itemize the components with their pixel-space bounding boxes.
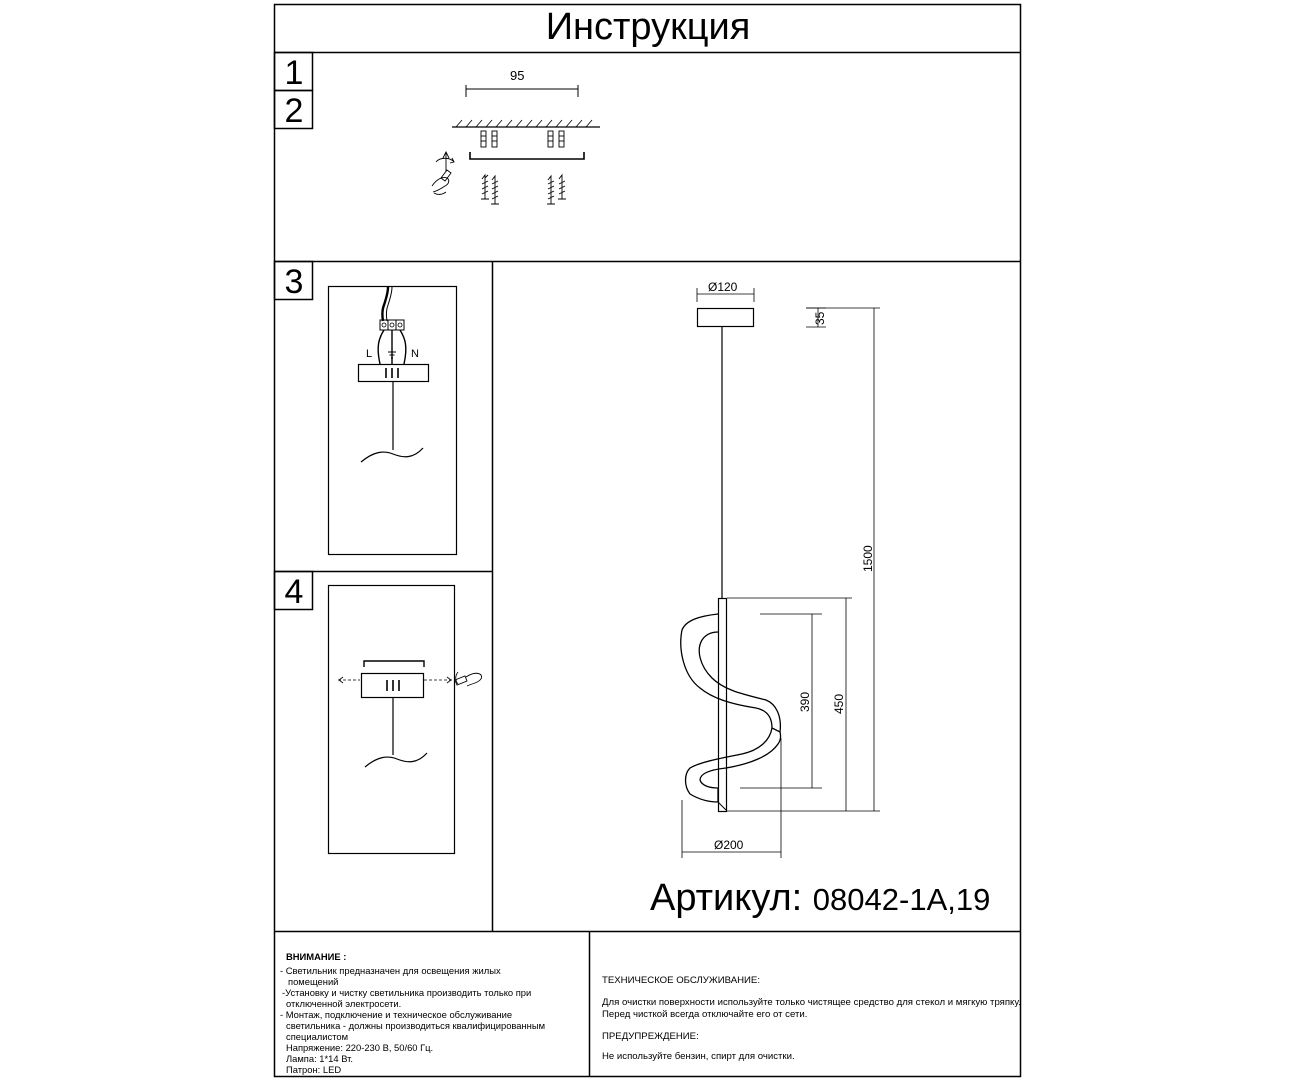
dim-spiral-outer: 450 xyxy=(832,693,846,714)
dim-spiral-inner: 390 xyxy=(798,691,812,712)
warnings-heading: ВНИМАНИЕ : xyxy=(286,951,347,962)
warnings-line: -Установку и чистку светильника производить только при xyxy=(282,987,532,998)
article-number xyxy=(650,876,990,922)
warnings-line: помещений xyxy=(288,976,339,987)
article-label: Артикул: xyxy=(650,877,803,919)
maintenance-line-1: Для очистки поверхности используйте только чистящее средство для стекол и мягкую тряпку. xyxy=(602,997,1021,1008)
mounting-diagram xyxy=(432,85,600,204)
dim-spiral-diameter: Ø200 xyxy=(714,838,744,852)
warnings-line: специалистом xyxy=(286,1031,349,1042)
canopy-fixing-diagram xyxy=(329,586,482,854)
wire-label-n: N xyxy=(411,348,419,360)
wire-label-l: L xyxy=(366,348,373,360)
warnings-block xyxy=(280,951,545,1075)
socket-spec: Патрон: LED xyxy=(286,1064,342,1075)
product-drawing xyxy=(681,288,880,858)
warnings-line: - Светильник предназначен для освещения жилых xyxy=(280,965,501,976)
lamp-spec: Лампа: 1*14 Вт. xyxy=(286,1053,354,1064)
dim-canopy-height: 35 xyxy=(813,311,827,325)
warnings-line: светильника - должны производиться квалифицированным xyxy=(286,1020,546,1031)
warning-heading: ПРЕДУПРЕЖДЕНИЕ: xyxy=(602,1031,699,1042)
maintenance-line-2: Перед чисткой всегда отключайте его от сети. xyxy=(602,1009,808,1020)
warning-line: Не используйте бензин, спирт для очистки. xyxy=(602,1051,795,1062)
dim-width-95: 95 xyxy=(510,68,525,83)
step-number-4: 4 xyxy=(284,573,304,611)
maintenance-heading: ТЕХНИЧЕСКОЕ ОБСЛУЖИВАНИЕ: xyxy=(602,975,760,986)
dim-total-height: 1500 xyxy=(861,545,875,572)
dim-canopy-diameter: Ø120 xyxy=(708,280,738,294)
page-title: Инструкция xyxy=(545,6,751,48)
wiring-diagram xyxy=(329,287,457,555)
warnings-line: отключенной электросети. xyxy=(286,998,402,1009)
article-code: 08042-1A,19 xyxy=(812,882,991,917)
step-number-1: 1 xyxy=(284,54,304,92)
step-number-2: 2 xyxy=(284,92,304,130)
step-number-3: 3 xyxy=(284,263,304,301)
voltage-spec: Напряжение: 220-230 В, 50/60 Гц. xyxy=(286,1042,434,1053)
warnings-line: - Монтаж, подключение и техническое обслуживание xyxy=(280,1009,513,1020)
